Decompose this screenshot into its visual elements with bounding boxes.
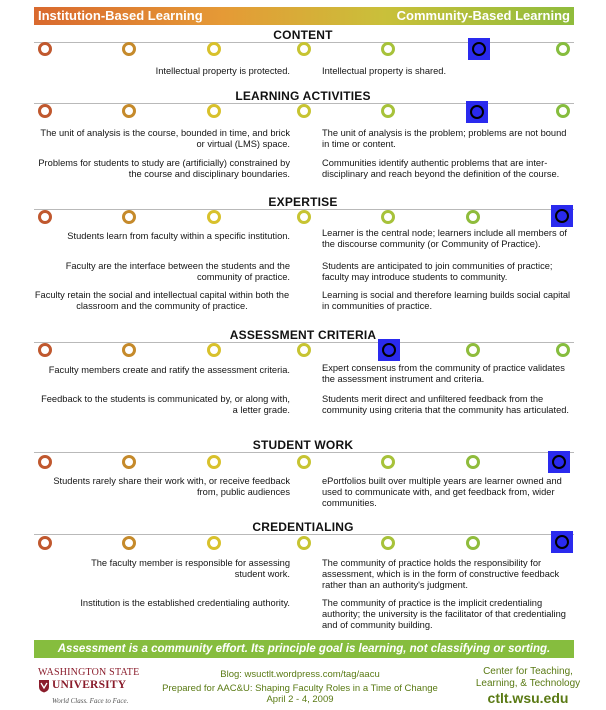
scale-circle-1: [38, 42, 52, 56]
scale-circle-3: [207, 455, 221, 469]
community-text: Students merit direct and unfiltered feedback from the community using criteria that the community has articulated.: [322, 394, 569, 415]
institution-text: Institution is the established credentialing authority.: [80, 598, 290, 608]
scale-circle-4: [297, 455, 311, 469]
scale-circle-1: [38, 210, 52, 224]
scale-circle-4: [297, 104, 311, 118]
community-text: Learner is the central node; learners include all members of the discourse community (or Community of Practice).: [322, 228, 567, 249]
scale-circle-2: [122, 42, 136, 56]
rating-marker: [551, 205, 573, 227]
institution-text: Faculty retain the social and intellectual capital within both the classroom and the community of practice.: [34, 290, 290, 311]
scale-circle-2: [122, 455, 136, 469]
scale-circle-5: [381, 42, 395, 56]
scale-circle-2: [122, 536, 136, 550]
scale-circle-1: [38, 104, 52, 118]
scale-circle-6: [466, 536, 480, 550]
section-heading-content: CONTENT: [273, 28, 333, 42]
section-heading-learning-activities: LEARNING ACTIVITIES: [235, 89, 371, 103]
community-text: Learning is social and therefore learning builds social capital in communities of practice.: [322, 290, 571, 311]
scale-circle-1: [38, 343, 52, 357]
institution-text: Students rarely share their work with, or receive feedback from, public audiences: [53, 476, 290, 497]
scale-circle-4: [297, 42, 311, 56]
rating-marker: [551, 531, 573, 553]
scale-circle-6: [466, 210, 480, 224]
scale-circle-7: [556, 42, 570, 56]
scale-banner: [34, 7, 574, 25]
community-text: Intellectual property is shared.: [322, 66, 447, 76]
institution-text: The unit of analysis is the course, bounded in time, and brick or virtual (LMS) space.: [40, 128, 290, 149]
scale-circle-5: [381, 536, 395, 550]
community-text: The unit of analysis is the problem; problems are not bound in time or content.: [322, 128, 567, 149]
institution-text: Students learn from faculty within a specific institution.: [67, 231, 290, 241]
rating-marker: [466, 101, 488, 123]
banner-right-label: Community-Based Learning: [396, 8, 570, 23]
scale-circle-6: [466, 343, 480, 357]
center-line-2: Learning, & Technology: [475, 678, 581, 689]
section-heading-assessment-criteria: ASSESSMENT CRITERIA: [229, 328, 377, 342]
scale-circle-3: [207, 536, 221, 550]
scale-circle-2: [122, 104, 136, 118]
center-name: [458, 666, 598, 690]
scale-circle-5: [381, 210, 395, 224]
blog-link[interactable]: Blog: wsuctlt.wordpress.com/tag/aacu: [220, 669, 380, 680]
scale-circle-5: [381, 104, 395, 118]
community-text: ePortfolios built over multiple years are learner owned and used to communicate with, and get feedback from, wider communities.: [322, 476, 562, 508]
community-text: Communities identify authentic problems that are inter-disciplinary and reach beyond the definition of the course.: [322, 158, 560, 179]
wsu-tagline: World Class. Face to Face.: [52, 697, 129, 705]
prepared-for: [150, 683, 450, 705]
institution-text: The faculty member is responsible for assessing student work.: [91, 558, 290, 579]
institution-text: Problems for students to study are (artificially) constrained by the course and disciplinary boundaries.: [38, 158, 290, 179]
institution-text: Faculty members create and ratify the assessment criteria.: [48, 365, 290, 375]
rating-marker: [468, 38, 490, 60]
wsu-name-line1: WASHINGTON STATE: [38, 667, 140, 678]
scale-circle-4: [297, 210, 311, 224]
institution-text: Faculty are the interface between the students and the community of practice.: [65, 261, 290, 282]
scale-circle-4: [297, 536, 311, 550]
section-divider: [34, 534, 574, 535]
scale-circle-4: [297, 343, 311, 357]
section-heading-student-work: STUDENT WORK: [252, 438, 354, 452]
institution-text: Intellectual property is protected.: [155, 66, 290, 76]
center-url-link[interactable]: ctlt.wsu.edu: [487, 690, 569, 706]
institution-text: Feedback to the students is communicated by, or along with, a letter grade.: [41, 394, 290, 415]
scale-circle-1: [38, 536, 52, 550]
banner-left-label: Institution-Based Learning: [38, 8, 203, 23]
section-divider: [34, 452, 574, 453]
wsu-name-line2: UNIVERSITY: [52, 679, 127, 691]
wsu-shield-icon: [38, 679, 50, 693]
prepared-line-1: Prepared for AAC&U: Shaping Faculty Roles in a Time of Change: [162, 683, 438, 694]
community-text: Students are anticipated to join communities of practice; faculty may introduce students to community.: [322, 261, 553, 282]
scale-circle-7: [556, 343, 570, 357]
scale-circle-3: [207, 210, 221, 224]
rating-marker: [378, 339, 400, 361]
community-text: The community of practice holds the responsibility for assessment, which is in the form of constructive feedback rather than an authority's judgment.: [322, 558, 560, 590]
section-heading-expertise: EXPERTISE: [268, 195, 338, 209]
scale-circle-1: [38, 455, 52, 469]
scale-circle-3: [207, 104, 221, 118]
motto-bar: Assessment is a community effort. Its principle goal is learning, not classifying or sorting.: [34, 640, 574, 658]
section-heading-credentialing: CREDENTIALING: [252, 520, 354, 534]
community-text: Expert consensus from the community of practice validates the assessment instrument and criteria.: [322, 363, 565, 384]
scale-circle-5: [381, 455, 395, 469]
prepared-line-2: April 2 - 4, 2009: [266, 694, 334, 705]
center-line-1: Center for Teaching,: [483, 666, 573, 677]
scale-circle-2: [122, 343, 136, 357]
rating-marker: [548, 451, 570, 473]
scale-circle-2: [122, 210, 136, 224]
scale-circle-3: [207, 343, 221, 357]
scale-circle-3: [207, 42, 221, 56]
scale-circle-6: [466, 455, 480, 469]
scale-circle-7: [556, 104, 570, 118]
community-text: The community of practice is the implicit credentialing authority; the university is the facilitator of that credentialing and of community building.: [322, 598, 566, 630]
